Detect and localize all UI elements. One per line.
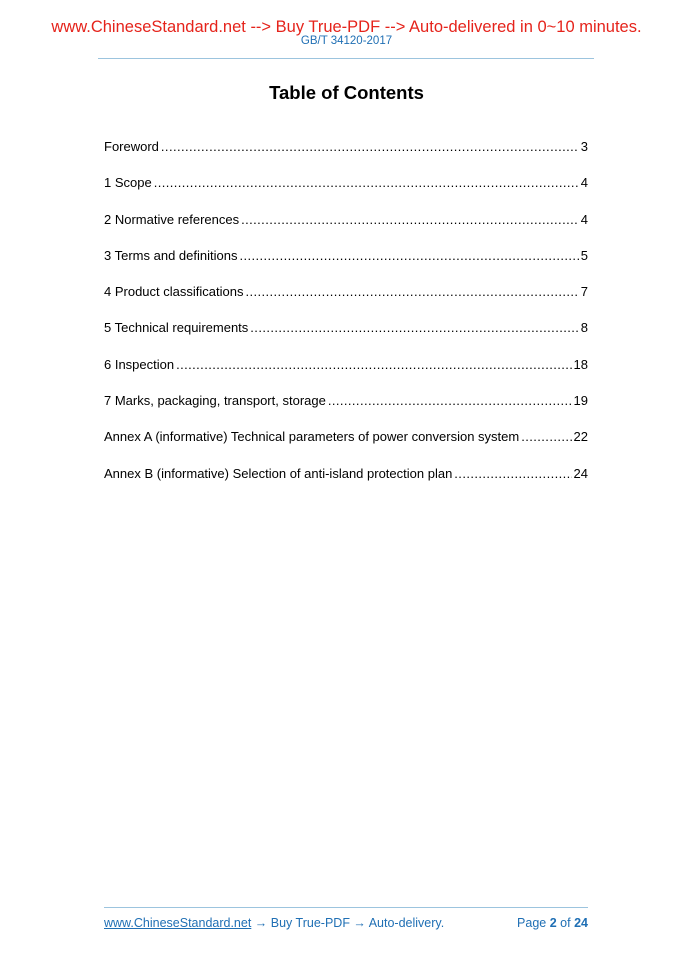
toc-entry-page: 18: [573, 356, 588, 372]
toc-entry-inspection[interactable]: [104, 357, 588, 393]
footer-promo: [104, 916, 444, 930]
toc-leader-dots: [250, 320, 578, 336]
total-pages-number: 24: [574, 916, 588, 930]
toc-leader-dots: [154, 175, 579, 191]
toc-entry-label: 7 Marks, packaging, transport, storage: [104, 393, 326, 409]
toc-leader-dots: [328, 393, 572, 409]
standard-code: GB/T 34120-2017: [300, 35, 393, 47]
toc-entry-product-classifications[interactable]: [104, 284, 588, 320]
toc-entry-annex-b[interactable]: [104, 466, 588, 502]
toc-entry-label: 6 Inspection: [104, 356, 175, 372]
header-divider: [98, 58, 594, 59]
page-word: Page: [517, 916, 547, 930]
footer-site-link[interactable]: www.ChineseStandard.net: [104, 916, 252, 930]
toc-leader-dots: [176, 357, 571, 373]
toc-leader-dots: [521, 429, 571, 445]
toc-entry-label: 2 Normative references: [104, 211, 240, 227]
toc-leader-dots: [245, 284, 578, 300]
toc-entry-label: 1 Scope: [104, 175, 152, 191]
toc-entry-terms-and-definitions[interactable]: [104, 248, 588, 284]
toc-entry-page: 5: [580, 247, 588, 263]
toc-entry-label: 4 Product classifications: [104, 284, 244, 300]
table-of-contents: [104, 139, 588, 502]
toc-entry-page: 4: [580, 211, 588, 227]
toc-entry-foreword[interactable]: [104, 139, 588, 175]
toc-entry-label: 3 Terms and definitions: [104, 247, 238, 263]
toc-entry-technical-requirements[interactable]: [104, 320, 588, 356]
page-title: Table of Contents: [269, 82, 424, 103]
toc-entry-scope[interactable]: [104, 175, 588, 211]
toc-entry-page: 8: [580, 320, 588, 336]
current-page-number: 2: [549, 916, 557, 930]
toc-entry-page: 7: [580, 284, 588, 300]
page-footer: [104, 916, 588, 930]
toc-entry-label: Annex A (informative) Technical parameters of power conversion system: [104, 429, 520, 445]
toc-entry-label: 5 Technical requirements: [104, 320, 249, 336]
footer-promo-text: → Buy True-PDF → Auto-delivery.: [254, 916, 445, 930]
toc-leader-dots: [241, 212, 579, 228]
toc-leader-dots: [239, 248, 578, 264]
promo-banner[interactable]: www.ChineseStandard.net --> Buy True-PDF --> Auto-delivered in 0~10 minutes.: [51, 18, 642, 36]
toc-leader-dots: [161, 139, 579, 155]
toc-entry-page: 3: [580, 139, 588, 154]
page-counter: [517, 916, 588, 930]
toc-entry-marks-packaging[interactable]: [104, 393, 588, 429]
toc-entry-normative-references[interactable]: [104, 212, 588, 248]
toc-entry-label: Foreword: [104, 139, 159, 154]
toc-entry-label: Annex B (informative) Selection of anti-island protection plan: [104, 465, 453, 481]
toc-entry-page: 22: [573, 429, 588, 445]
footer-divider: [104, 907, 588, 908]
of-word: of: [560, 916, 571, 930]
toc-entry-page: 19: [573, 393, 588, 409]
toc-leader-dots: [454, 466, 571, 482]
toc-entry-page: 4: [580, 175, 588, 191]
toc-entry-annex-a[interactable]: [104, 429, 588, 465]
toc-entry-page: 24: [573, 465, 588, 481]
